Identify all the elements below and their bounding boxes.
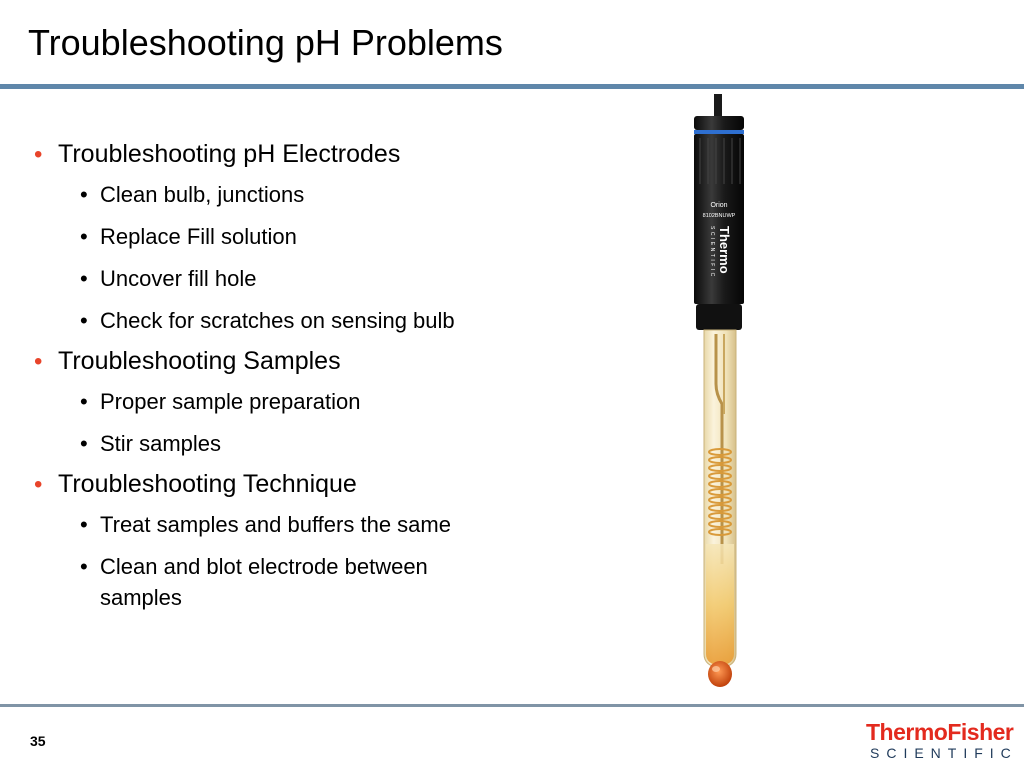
- bullet-level2: [80, 428, 474, 459]
- ph-electrode-image: [660, 94, 780, 694]
- bullet-level2: [80, 263, 474, 294]
- sub-bullet-dot-icon: •: [80, 389, 88, 414]
- sub-bullet-label: Clean and blot electrode between samples: [100, 554, 428, 610]
- sub-bullet-dot-icon: •: [80, 308, 88, 333]
- svg-text:SCIENTIFIC: SCIENTIFIC: [709, 226, 715, 279]
- bullet-level2: [80, 305, 474, 336]
- bullet-label: Troubleshooting Technique: [58, 470, 357, 498]
- bullet-level2: [80, 551, 474, 613]
- sub-bullet-label: Replace Fill solution: [100, 224, 297, 249]
- svg-text:8102BNUWP: 8102BNUWP: [702, 213, 736, 219]
- bullet-level2: [80, 386, 474, 417]
- sub-bullet-dot-icon: •: [80, 182, 88, 207]
- sub-bullet-label: Stir samples: [100, 431, 222, 456]
- slide-title: Troubleshooting pH Problems: [28, 22, 503, 63]
- bullet-label: Troubleshooting Samples: [58, 347, 341, 375]
- bullet-level2: [80, 221, 474, 252]
- sub-bullet-label: Check for scratches on sensing bulb: [100, 308, 455, 333]
- svg-text:Thermo: Thermo: [717, 226, 732, 274]
- svg-text:Orion: Orion: [710, 202, 728, 209]
- sub-bullet-label: Proper sample preparation: [100, 389, 361, 414]
- bullet-level2: [80, 179, 474, 210]
- thermo-fisher-logo: [866, 719, 1018, 762]
- sub-bullet-dot-icon: •: [80, 266, 88, 291]
- bullet-list: [34, 140, 474, 624]
- bullet-level1: [34, 347, 474, 376]
- bullet-level1: [34, 470, 474, 499]
- sub-bullet-label: Uncover fill hole: [100, 266, 257, 291]
- bullet-level1: [34, 140, 474, 169]
- title-divider: [0, 84, 1024, 89]
- sub-bullet-label: Treat samples and buffers the same: [100, 512, 451, 537]
- logo-word-fisher: Fisher: [947, 719, 1014, 745]
- sub-bullet-label: Clean bulb, junctions: [100, 182, 305, 207]
- logo-wordmark: [866, 719, 1014, 745]
- footer-divider: [0, 704, 1024, 707]
- ph-electrode-icon: [660, 94, 780, 694]
- sub-bullet-dot-icon: •: [80, 554, 88, 579]
- bullet-level2: [80, 509, 474, 540]
- bullet-dot-icon: •: [34, 141, 43, 168]
- sub-bullet-dot-icon: •: [80, 431, 88, 456]
- bullet-label: Troubleshooting pH Electrodes: [58, 140, 401, 168]
- sub-bullet-dot-icon: •: [80, 512, 88, 537]
- sub-bullet-dot-icon: •: [80, 224, 88, 249]
- bullet-dot-icon: •: [34, 348, 43, 375]
- slide-number: 35: [30, 733, 46, 749]
- logo-subtitle: SCIENTIFIC: [870, 745, 1018, 761]
- logo-word-thermo: Thermo: [866, 719, 948, 745]
- bullet-dot-icon: •: [34, 471, 43, 498]
